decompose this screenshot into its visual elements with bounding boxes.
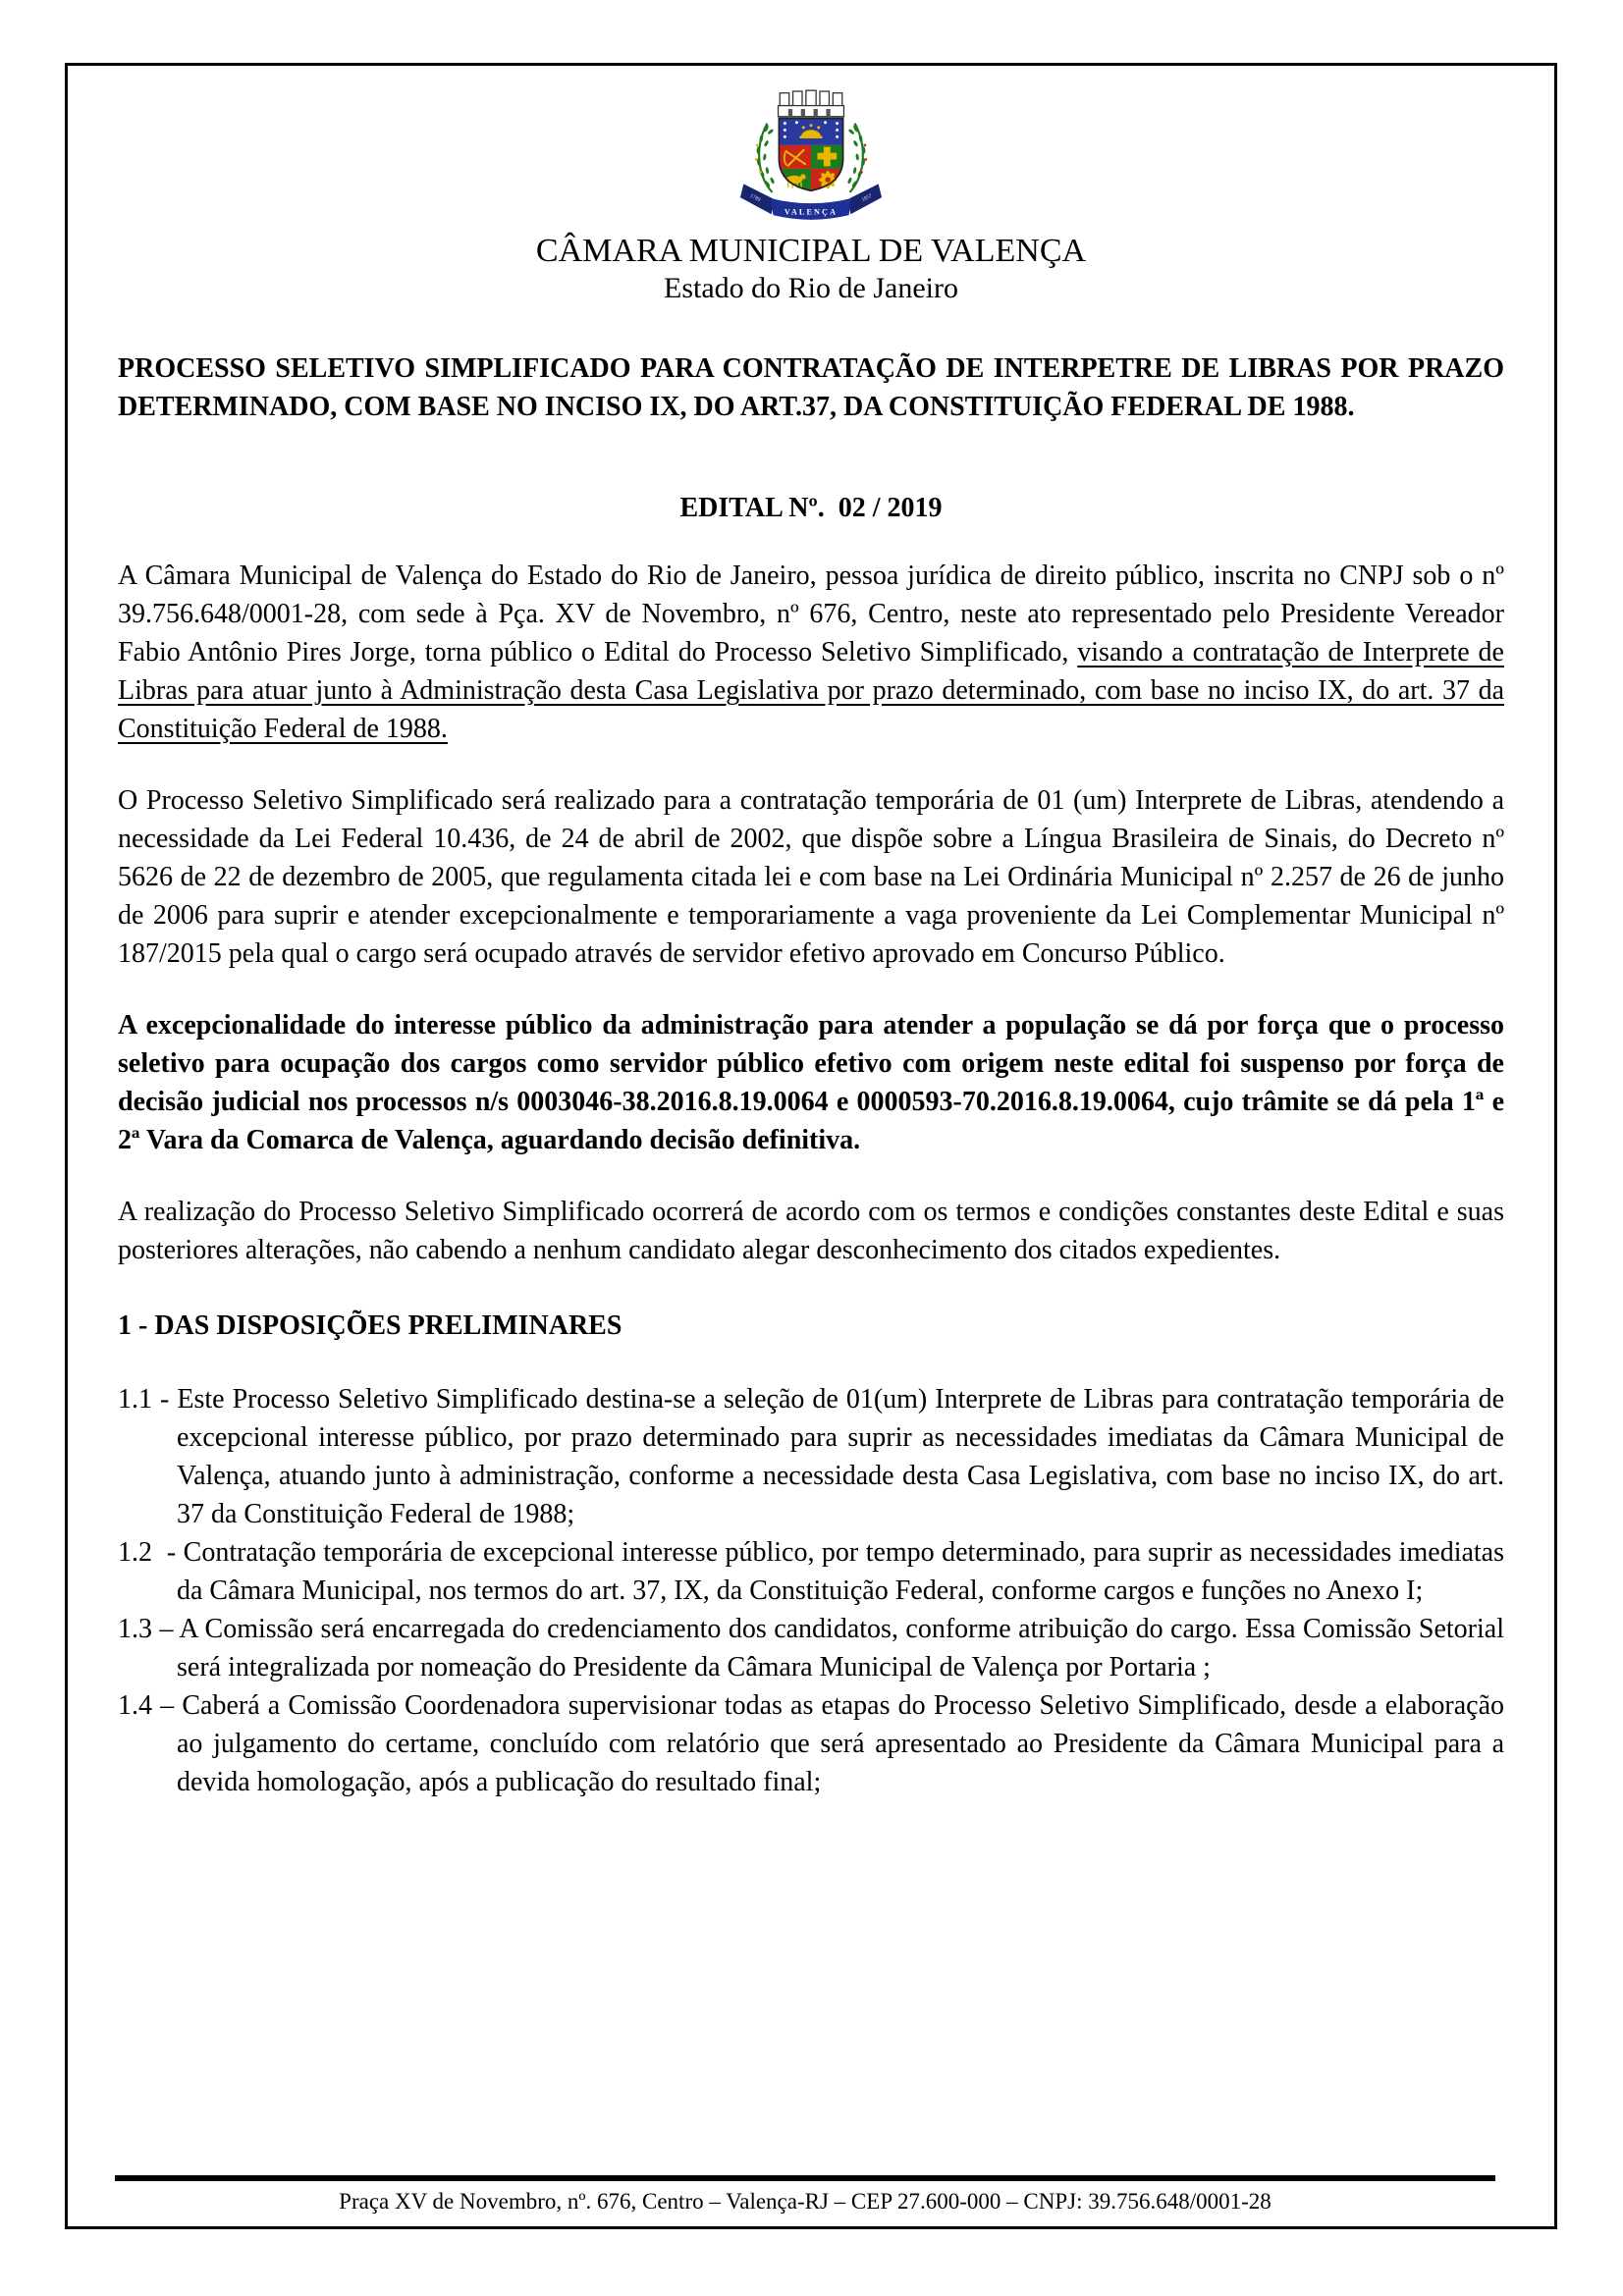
item-number: 1.2 - (118, 1537, 177, 1568)
footer-address: Praça XV de Novembro, nº. 676, Centro – Valença-RJ – CEP 27.600-000 – CNPJ: 39.756.648/0001-28 (339, 2189, 1271, 2214)
org-subtitle: Estado do Rio de Janeiro (664, 272, 958, 304)
document-header (118, 80, 1504, 306)
ribbon-year-right: 1857 (860, 192, 874, 204)
page-border (65, 63, 1557, 2229)
edital-number: EDITAL Nº. 02 / 2019 (679, 493, 943, 523)
coat-of-arms-icon (727, 80, 895, 228)
paragraph-process: O Processo Seletivo Simplificado será realizado para a contratação temporária de 01 (um) Interprete de Libras, atendendo a necessidade da Lei Federal 10.436, de 24 de abril de 2002, que dispõe sobre a Língua Brasileira de Sinais, do Decreto nº 5626 de 22 de dezembro de 2005, que regulamenta citada lei e com base na Lei Ordinária Municipal nº 2.257 de 26 de junho de 2006 para suprir e atender excepcionalmente e temporariamente a vaga proveniente da Lei Complementar Municipal nº 187/2015 pela qual o cargo será ocupado através de servidor efetivo aprovado em Concurso Público. (118, 785, 1504, 969)
paragraph-terms: A realização do Processo Seletivo Simplificado ocorrerá de acordo com os termos e condições constantes deste Edital e suas posteriores alterações, não cabendo a nenhum candidato alegar desconhecimento dos citados expedientes. (118, 1197, 1504, 1265)
ribbon-text: VALENÇA (784, 207, 839, 217)
item-text: A Comissão será encarregada do credenciamento dos candidatos, conforme atribuição do cargo. Essa Comissão Setorial será integralizada por nomeação do Presidente da Câmara Municipal de Valença por Portaria ; (177, 1614, 1504, 1682)
laurel-branch-left (757, 124, 776, 192)
section-1-title: 1 - DAS DISPOSIÇÕES PRELIMINARES (118, 1310, 622, 1341)
item-number: 1.3 – (118, 1614, 174, 1644)
mural-crown-icon (779, 90, 844, 117)
document-content (68, 66, 1554, 1801)
paragraph-exceptionality-bold: A excepcionalidade do interesse público da administração para atender a população se dá por força que o processo seletivo para ocupação dos cargos como servidor público efetivo com origem neste edital foi suspenso por força de decisão judicial nos processos n/s 0003046-38.2016.8.19.0064 e 0000593-70.2016.8.19.0064, cujo trâmite se dá pela 1ª e 2ª Vara da Comarca de Valença, aguardando decisão definitiva. (118, 1010, 1504, 1155)
section-1-item (118, 1533, 1504, 1610)
ribbon-year-left: 1789 (748, 192, 762, 204)
item-text: Este Processo Seletivo Simplificado destina-se a seleção de 01(um) Interprete de Libras para contratação temporária de excepcional interesse público, por prazo determinado para suprir as necessidades imediatas da Câmara Municipal de Valença, atuando junto à administração, conforme a necessidade desta Casa Legislativa, com base no inciso IX, do art. 37 da Constituição Federal de 1988; (177, 1384, 1505, 1529)
item-text: Caberá a Comissão Coordenadora supervisionar todas as etapas do Processo Seletivo Simplificado, desde a elaboração ao julgamento do certame, concluído com relatório que será apresentado ao Presidente da Câmara Municipal para a devida homologação, após a publicação do resultado final; (177, 1690, 1505, 1797)
section-1-item (118, 1610, 1504, 1686)
intro-underlined-text: visando a contratação de Interprete de Libras para atuar junto à Administração desta Casa Legislativa por prazo determinado, com base no inciso IX, do art. 37 da Constituição Federal de 1988. (118, 637, 1504, 744)
section-1-item (118, 1686, 1504, 1801)
item-text: Contratação temporária de excepcional interesse público, por tempo determinado, para suprir as necessidades imediatas da Câmara Municipal, nos termos do art. 37, IX, da Constituição Federal, conforme cargos e funções no Anexo I; (177, 1537, 1505, 1606)
document-heading: PROCESSO SELETIVO SIMPLIFICADO PARA CONTRATAÇÃO DE INTERPETRE DE LIBRAS POR PRAZO DETERMINADO, COM BASE NO INCISO IX, DO ART.37, DA CONSTITUIÇÃO FEDERAL DE 1988. (118, 353, 1504, 422)
intro-text: A Câmara Municipal de Valença do Estado do Rio de Janeiro, pessoa jurídica de direito público, inscrita no CNPJ sob o nº 39.756.648/0001-28, com sede à Pça. XV de Novembro, nº 676, Centro, neste ato representado pelo Presidente Vereador Fabio Antônio Pires Jorge, torna público o Edital do Processo Seletivo Simplificado, (118, 561, 1504, 667)
org-title: CÂMARA MUNICIPAL DE VALENÇA (535, 233, 1087, 269)
page-footer (115, 2175, 1495, 2226)
section-1-items (118, 1380, 1504, 1801)
section-1-item (118, 1380, 1504, 1533)
item-number: 1.4 – (118, 1690, 175, 1721)
item-number: 1.1 - (118, 1384, 170, 1415)
laurel-branch-right (847, 124, 866, 192)
intro-paragraph (118, 557, 1504, 748)
